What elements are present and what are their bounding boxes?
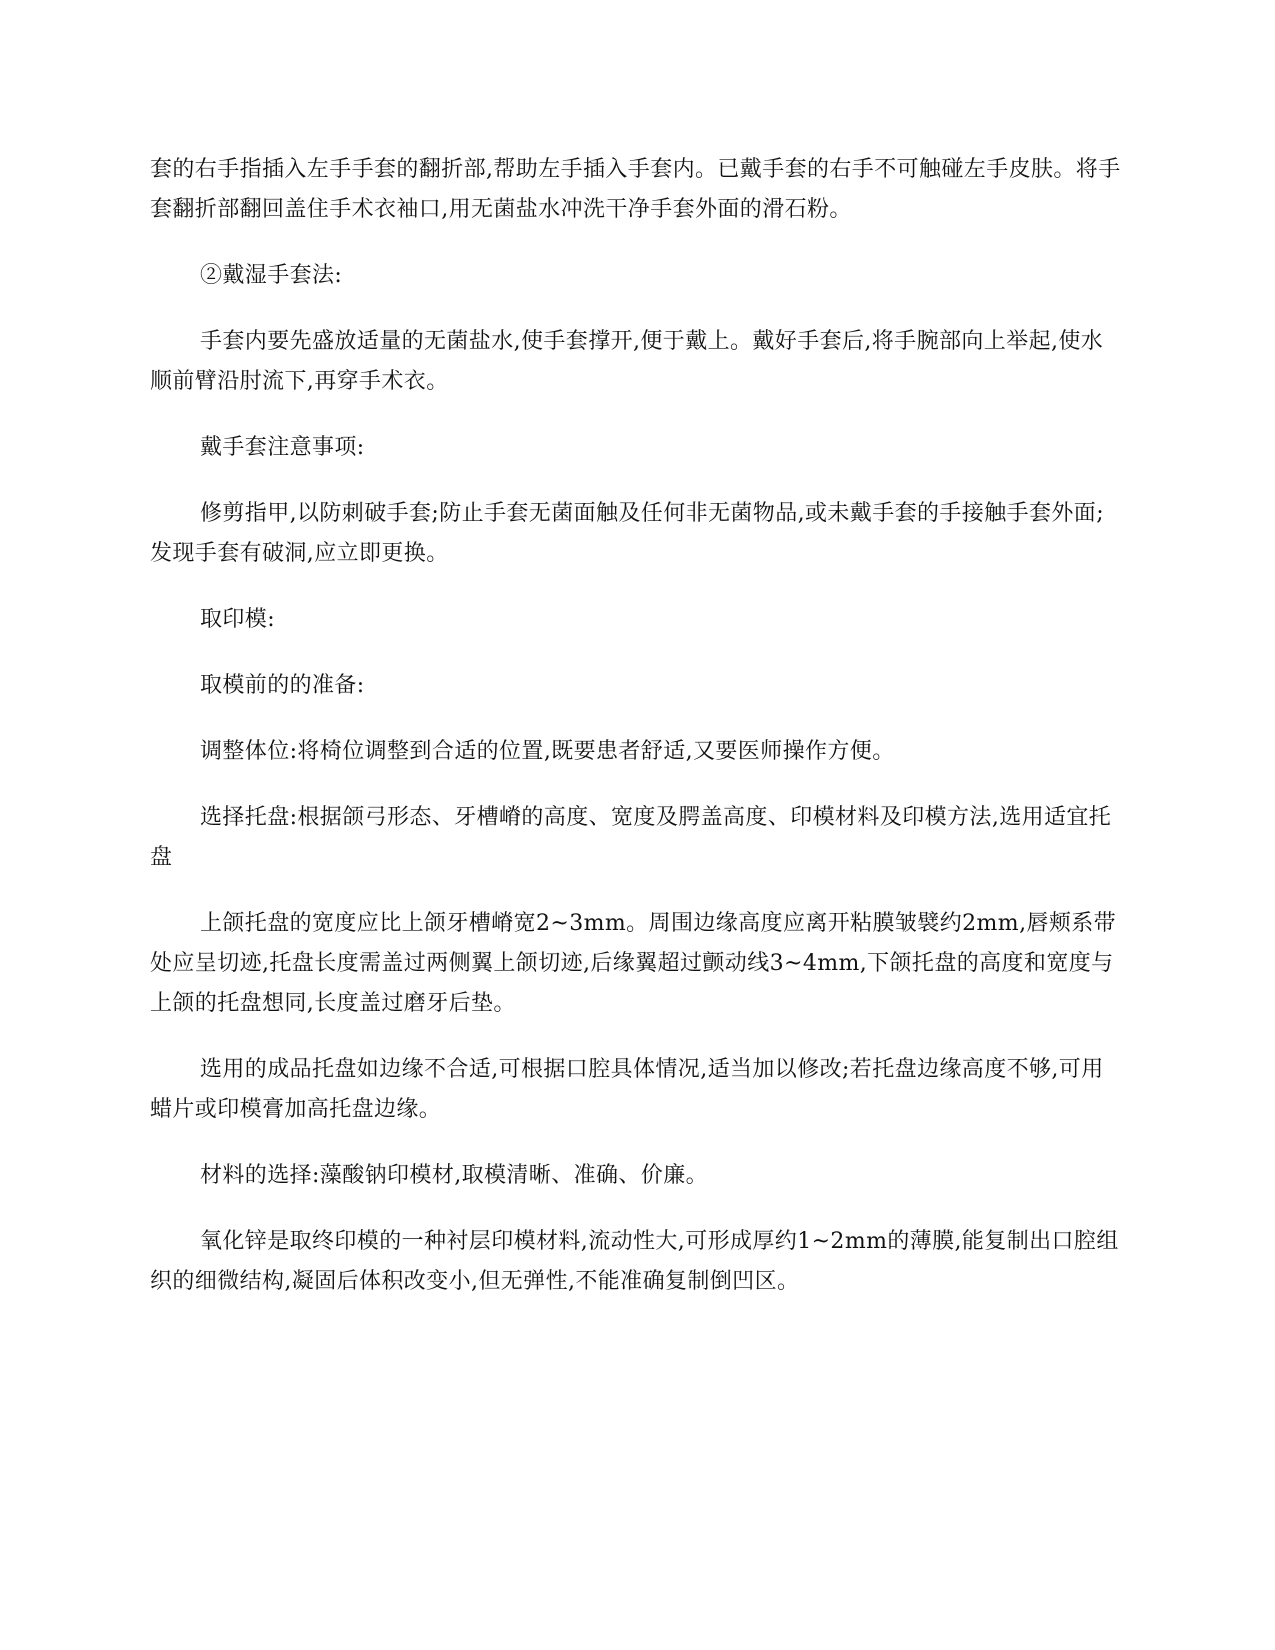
paragraph-zinc-oxide: 氧化锌是取终印模的一种衬层印模材料,流动性大,可形成厚约1~2mm的薄膜,能复制出口腔组织的细微结构,凝固后体积改变小,但无弹性,不能准确复制倒凹区。 — [150, 1229, 1119, 1294]
paragraph-select-tray: 选择托盘:根据颌弓形态、牙槽嵴的高度、宽度及腭盖高度、印模材料及印模方法,选用适宜托盘 — [150, 805, 1112, 870]
paragraph-wet-glove: 手套内要先盛放适量的无菌盐水,使手套撑开,便于戴上。戴好手套后,将手腕部向上举起,使水顺前臂沿肘流下,再穿手术衣。 — [150, 329, 1104, 394]
paragraph-upper-tray: 上颌托盘的宽度应比上颌牙槽嵴宽2~3mm。周围边缘高度应离开粘膜皱襞约2mm,唇颊系带处应呈切迹,托盘长度需盖过两侧翼上颌切迹,后缘翼超过颤动线3~4mm,下颌托盘的高度和宽度与上颌的托盘想同,长度盖过磨牙后垫。 — [150, 911, 1117, 1016]
heading-impression-prep: 取模前的的准备: — [200, 673, 365, 698]
heading-glove-precautions: 戴手套注意事项: — [200, 435, 365, 460]
paragraph-glove-precautions: 修剪指甲,以防刺破手套;防止手套无菌面触及任何非无菌物品,或未戴手套的手接触手套外面;发现手套有破洞,应立即更换。 — [150, 501, 1105, 566]
paragraph-glove-continuation: 套的右手指插入左手手套的翻折部,帮助左手插入手套内。已戴手套的右手不可触碰左手皮肤。将手套翻折部翻回盖住手术衣袖口,用无菌盐水冲洗干净手套外面的滑石粉。 — [150, 157, 1121, 222]
document-body — [150, 150, 1125, 1302]
paragraph-material-choice: 材料的选择:藻酸钠印模材,取模清晰、准确、价廉。 — [200, 1163, 709, 1188]
paragraph-adjust-position: 调整体位:将椅位调整到合适的位置,既要患者舒适,又要医师操作方便。 — [200, 739, 895, 764]
heading-wet-glove-method: ②戴湿手套法: — [200, 263, 343, 288]
heading-impression: 取印模: — [200, 607, 276, 632]
paragraph-tray-modify: 选用的成品托盘如边缘不合适,可根据口腔具体情况,适当加以修改;若托盘边缘高度不够,可用蜡片或印模膏加高托盘边缘。 — [150, 1057, 1104, 1122]
